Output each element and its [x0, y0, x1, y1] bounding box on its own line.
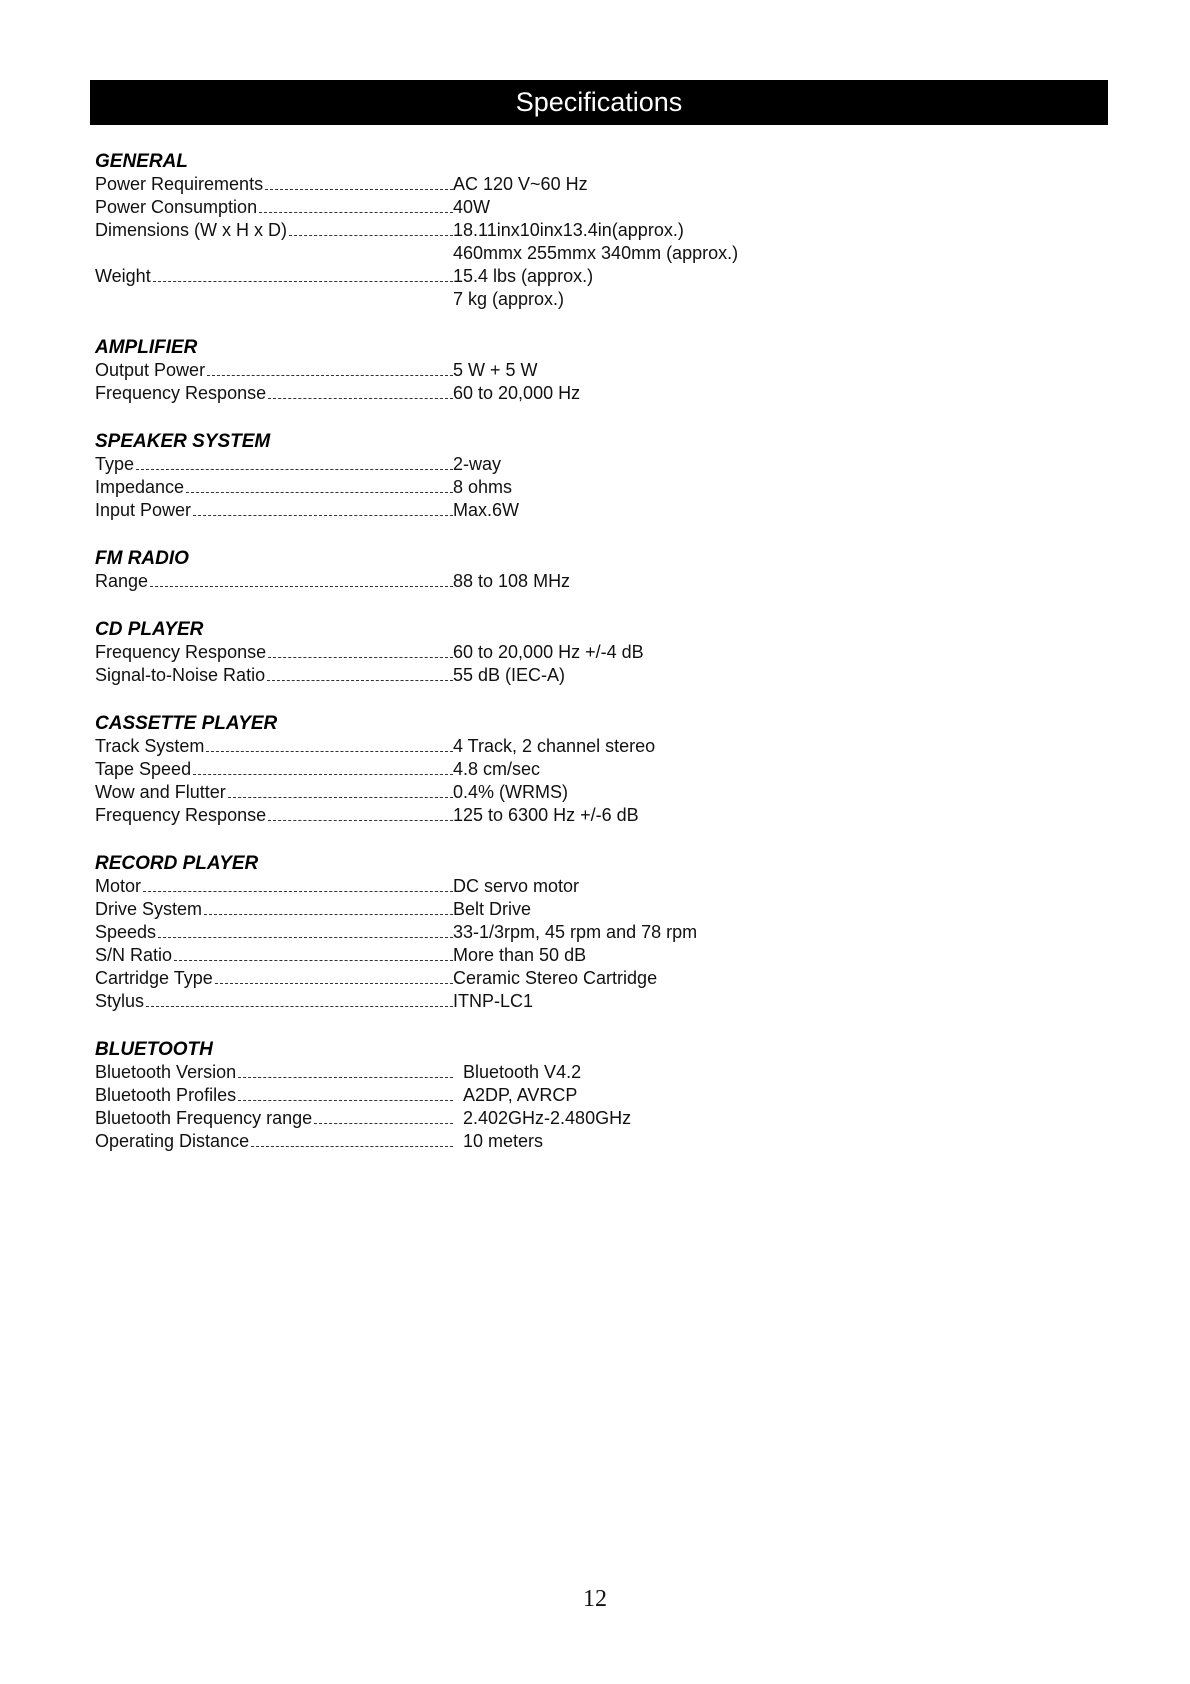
page-number: 12 [583, 1586, 607, 1612]
spec-label: Wow and Flutter [95, 782, 226, 802]
dotted-leader [146, 1005, 453, 1007]
spec-label: Signal-to-Noise Ratio [95, 665, 266, 685]
spec-section-cassette-player [95, 712, 995, 827]
spec-row [95, 781, 995, 804]
spec-label: Dimensions (W x H x D) [95, 220, 288, 240]
spec-label: Tape Speed [95, 759, 192, 779]
spec-values [453, 781, 568, 804]
spec-label-wrap [95, 382, 453, 405]
spec-value: 7 kg (approx.) [453, 289, 565, 309]
spec-values [453, 1107, 631, 1130]
spec-row [95, 1061, 995, 1084]
dotted-leader [193, 773, 453, 775]
spec-values [453, 735, 655, 758]
spec-values [453, 664, 565, 687]
spec-label-wrap [95, 1084, 453, 1107]
spec-label-wrap [95, 196, 453, 219]
spec-value: 60 to 20,000 Hz [453, 383, 581, 403]
section-title: CD PLAYER [95, 619, 204, 640]
spec-label-wrap [95, 1107, 453, 1130]
spec-value: 4 Track, 2 channel stereo [453, 736, 656, 756]
spec-row [95, 944, 995, 967]
spec-label-wrap [95, 758, 453, 781]
spec-section-amplifier [95, 336, 995, 405]
spec-row [95, 898, 995, 921]
spec-label: Track System [95, 736, 205, 756]
spec-row [95, 921, 995, 944]
spec-values [453, 990, 533, 1013]
spec-value: 55 dB (IEC-A) [453, 665, 566, 685]
spec-label-wrap [95, 875, 453, 898]
dotted-leader [268, 819, 453, 821]
dotted-leader [206, 750, 453, 752]
spec-section-fm-radio [95, 547, 995, 593]
spec-label: Weight [95, 266, 151, 286]
spec-row [95, 1107, 995, 1130]
dotted-leader [267, 679, 453, 681]
spec-label-wrap [95, 499, 453, 522]
spec-values [453, 570, 570, 593]
spec-label: Type [95, 454, 135, 474]
dotted-leader [268, 656, 453, 658]
spec-value: DC servo motor [453, 876, 580, 896]
spec-label-wrap [95, 735, 453, 758]
spec-row [95, 382, 995, 405]
spec-section-record-player [95, 852, 995, 1013]
spec-row [95, 359, 995, 382]
dotted-leader [238, 1099, 453, 1101]
spec-label: Motor [95, 876, 142, 896]
dotted-leader [150, 585, 453, 587]
spec-value: 2-way [453, 454, 502, 474]
spec-row [95, 570, 995, 593]
spec-label: Input Power [95, 500, 192, 520]
spec-label-wrap [95, 921, 453, 944]
spec-label: Cartridge Type [95, 968, 213, 988]
dotted-leader [251, 1145, 453, 1147]
spec-values [453, 1061, 581, 1084]
spec-label-wrap [95, 804, 453, 827]
spec-section-speaker-system [95, 430, 995, 522]
spec-label: Frequency Response [95, 805, 267, 825]
spec-label-wrap [95, 265, 453, 311]
section-title: AMPLIFIER [95, 337, 198, 358]
spec-value: 33-1/3rpm, 45 rpm and 78 rpm [453, 922, 698, 942]
spec-section-general [95, 150, 995, 311]
specifications-list [95, 150, 995, 1178]
page-title: Specifications [90, 80, 1108, 125]
spec-value: AC 120 V~60 Hz [453, 174, 588, 194]
spec-values [453, 898, 531, 921]
spec-values [453, 382, 580, 405]
spec-values [453, 804, 639, 827]
spec-row [95, 990, 995, 1013]
spec-values [453, 173, 588, 196]
spec-value: 460mmx 255mmx 340mm (approx.) [453, 243, 739, 263]
spec-row [95, 967, 995, 990]
spec-value: 60 to 20,000 Hz +/-4 dB [453, 642, 644, 662]
spec-label-wrap [95, 1130, 453, 1153]
spec-values [453, 453, 501, 476]
spec-label-wrap [95, 944, 453, 967]
spec-value: 0.4% (WRMS) [453, 782, 569, 802]
section-title: RECORD PLAYER [95, 853, 259, 874]
dotted-leader [153, 280, 453, 282]
spec-label-wrap [95, 173, 453, 196]
dotted-leader [238, 1076, 453, 1078]
spec-row [95, 1084, 995, 1107]
spec-label: S/N Ratio [95, 945, 173, 965]
spec-row [95, 265, 995, 311]
dotted-leader [268, 397, 453, 399]
spec-label-wrap [95, 453, 453, 476]
spec-label-wrap [95, 476, 453, 499]
spec-label-wrap [95, 781, 453, 804]
spec-row [95, 735, 995, 758]
spec-label: Range [95, 571, 149, 591]
section-title: GENERAL [95, 151, 188, 172]
spec-label: Bluetooth Frequency range [95, 1108, 313, 1128]
spec-value: 15.4 lbs (approx.) [453, 266, 594, 286]
dotted-leader [174, 959, 453, 961]
spec-value: 88 to 108 MHz [453, 571, 571, 591]
spec-value: More than 50 dB [453, 945, 587, 965]
spec-label-wrap [95, 570, 453, 593]
spec-values [453, 499, 519, 522]
spec-row [95, 1130, 995, 1153]
spec-row [95, 758, 995, 781]
spec-label-wrap [95, 359, 453, 382]
spec-label: Operating Distance [95, 1131, 250, 1151]
spec-values [453, 196, 490, 219]
spec-value: Bluetooth V4.2 [463, 1062, 582, 1082]
spec-row [95, 173, 995, 196]
spec-values [453, 219, 738, 265]
spec-label-wrap [95, 641, 453, 664]
dotted-leader [265, 188, 453, 190]
spec-row [95, 875, 995, 898]
spec-label: Speeds [95, 922, 157, 942]
spec-value: 40W [453, 197, 491, 217]
spec-row [95, 219, 995, 265]
spec-row [95, 196, 995, 219]
spec-label: Stylus [95, 991, 145, 1011]
spec-label: Power Requirements [95, 174, 264, 194]
spec-value: 5 W + 5 W [453, 360, 538, 380]
spec-value: 125 to 6300 Hz +/-6 dB [453, 805, 639, 825]
spec-value: 18.11inx10inx13.4in(approx.) [453, 220, 684, 240]
spec-value: 10 meters [463, 1131, 544, 1151]
spec-label: Output Power [95, 360, 206, 380]
dotted-leader [186, 491, 453, 493]
spec-value: 4.8 cm/sec [453, 759, 541, 779]
spec-section-bluetooth [95, 1038, 995, 1153]
section-title: CASSETTE PLAYER [95, 713, 278, 734]
section-title: BLUETOOTH [95, 1039, 213, 1060]
dotted-leader [193, 514, 453, 516]
spec-row [95, 499, 995, 522]
spec-label-wrap [95, 898, 453, 921]
spec-row [95, 641, 995, 664]
dotted-leader [215, 982, 453, 984]
dotted-leader [136, 468, 453, 470]
dotted-leader [228, 796, 453, 798]
dotted-leader [259, 211, 453, 213]
dotted-leader [204, 913, 453, 915]
spec-values [453, 875, 579, 898]
spec-label-wrap [95, 664, 453, 687]
spec-label: Drive System [95, 899, 203, 919]
dotted-leader [289, 234, 453, 236]
section-title: FM RADIO [95, 548, 189, 569]
spec-value: A2DP, AVRCP [463, 1085, 578, 1105]
spec-values [453, 476, 512, 499]
dotted-leader [158, 936, 453, 938]
spec-label: Impedance [95, 477, 185, 497]
spec-label: Power Consumption [95, 197, 258, 217]
spec-label-wrap [95, 1061, 453, 1084]
spec-values [453, 359, 538, 382]
dotted-leader [207, 374, 453, 376]
spec-values [453, 265, 593, 311]
spec-row [95, 804, 995, 827]
spec-label: Frequency Response [95, 383, 267, 403]
spec-label-wrap [95, 967, 453, 990]
spec-values [453, 921, 697, 944]
spec-label-wrap [95, 219, 453, 265]
dotted-leader [143, 890, 453, 892]
spec-section-cd-player [95, 618, 995, 687]
spec-value: Belt Drive [453, 899, 532, 919]
spec-row [95, 453, 995, 476]
spec-value: Ceramic Stereo Cartridge [453, 968, 658, 988]
spec-label-wrap [95, 990, 453, 1013]
spec-value: 2.402GHz-2.480GHz [463, 1108, 632, 1128]
spec-values [453, 1130, 543, 1153]
spec-values [453, 967, 657, 990]
spec-label: Bluetooth Profiles [95, 1085, 237, 1105]
spec-value: Max.6W [453, 500, 520, 520]
spec-values [453, 944, 586, 967]
spec-label: Frequency Response [95, 642, 267, 662]
spec-row [95, 664, 995, 687]
spec-values [453, 758, 540, 781]
dotted-leader [314, 1122, 453, 1124]
spec-row [95, 476, 995, 499]
spec-value: ITNP-LC1 [453, 991, 534, 1011]
spec-value: 8 ohms [453, 477, 513, 497]
spec-values [453, 1084, 577, 1107]
section-title: SPEAKER SYSTEM [95, 431, 271, 452]
spec-values [453, 641, 644, 664]
spec-label: Bluetooth Version [95, 1062, 237, 1082]
